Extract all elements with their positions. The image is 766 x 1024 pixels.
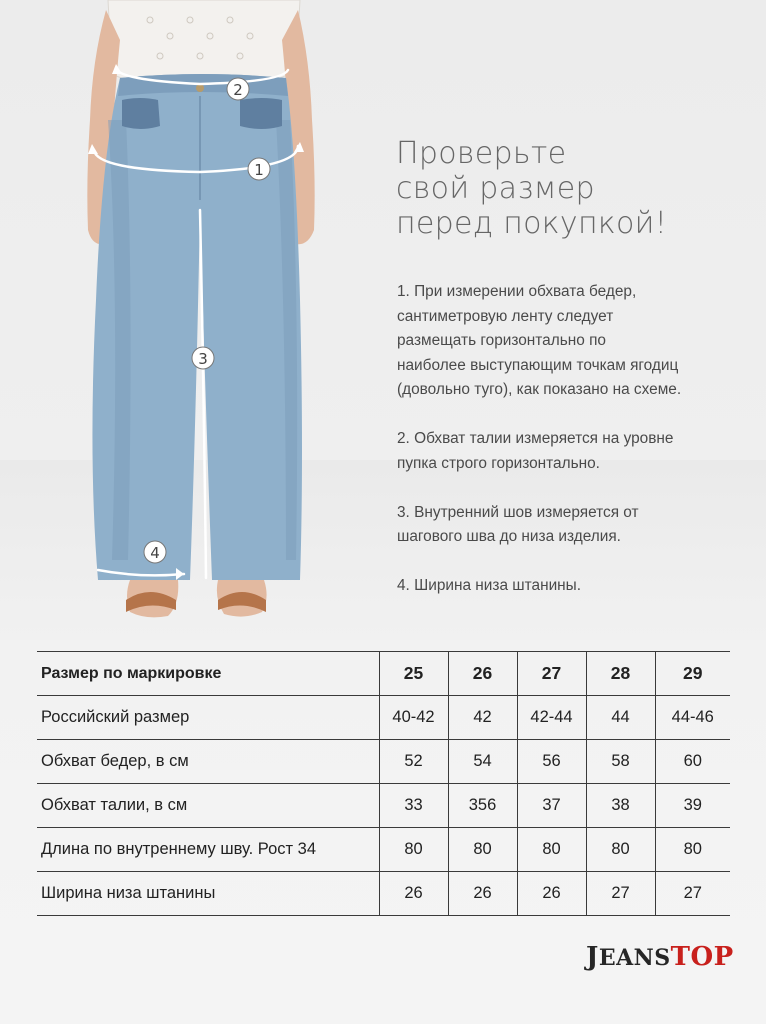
table-cell: 56 [517,740,586,784]
table-cell: 54 [448,740,517,784]
instruction-inseam [397,501,757,550]
instruction-line: (довольно туго), как показано на схеме. [397,381,682,398]
instruction-hips [397,280,757,403]
headline-line: Проверьте [396,136,567,171]
instruction-waist [397,427,757,476]
headline-line: свой размер [396,171,595,206]
table-cell: 26 [448,872,517,916]
instruction-line: наиболее выступающим точкам ягодиц [397,356,679,374]
instruction-line: размещать горизонтально по [397,332,606,349]
logo-jeans-text: EANS [598,945,671,971]
instruction-line: 4. Ширина низа штанины. [397,577,582,594]
marker-1-label: 1 [254,161,264,179]
table-header-cell: 25 [379,652,448,696]
table-header-cell: 26 [448,652,517,696]
marker-2 [227,78,249,100]
table-cell: 80 [379,828,448,872]
marker-4-label: 4 [150,544,160,562]
logo-first-letter: J [586,942,599,972]
table-header-cell: 29 [655,652,730,696]
table-cell: 44-46 [655,696,730,740]
table-cell: 42 [448,696,517,740]
table-cell: 27 [586,872,655,916]
table-cell: 80 [448,828,517,872]
table-cell: 80 [655,828,730,872]
table-header-cell: Размер по маркировке [37,652,379,696]
table-cell: 52 [379,740,448,784]
table-cell: 26 [517,872,586,916]
table-row-label: Обхват талии, в см [37,784,379,828]
table-cell: 42-44 [517,696,586,740]
measurement-instructions [397,280,757,623]
table-cell: 44 [586,696,655,740]
right-pocket [240,98,282,129]
table-cell: 80 [517,828,586,872]
table-row [37,696,730,740]
table-cell: 33 [379,784,448,828]
marker-3 [192,347,214,369]
instruction-line: шагового шва до низа изделия. [397,528,621,545]
table-row [37,740,730,784]
marker-3-label: 3 [198,350,208,368]
headline-line: перед покупкой! [396,206,668,241]
table-row [37,828,730,872]
table-cell: 38 [586,784,655,828]
table-row-label: Ширина низа штанины [37,872,379,916]
instruction-line: пупка строго горизонтально. [397,454,600,472]
table-row [37,872,730,916]
table-cell: 80 [586,828,655,872]
table-cell: 40-42 [379,696,448,740]
table-cell: 356 [448,784,517,828]
table-cell: 58 [586,740,655,784]
marker-1 [248,158,270,180]
table-cell: 27 [655,872,730,916]
instruction-hem [397,574,757,599]
instruction-line: сантиметровую ленту следует [397,307,614,325]
table-row-label: Длина по внутреннему шву. Рост 34 [37,828,379,872]
jeanstop-logo [586,942,734,972]
marker-4 [144,541,166,563]
table-row [37,784,730,828]
table-row-label: Российский размер [37,696,379,740]
table-header-cell: 27 [517,652,586,696]
marker-2-label: 2 [233,81,243,99]
table-header-row [37,652,730,696]
left-pocket [122,98,160,129]
table-header-cell: 28 [586,652,655,696]
instruction-line: 3. Внутренний шов измеряется от [397,503,639,521]
logo-top-text: TOP [670,942,734,972]
headline [396,136,667,241]
instruction-line: 1. При измерении обхвата бедер, [397,283,637,300]
table-cell: 39 [655,784,730,828]
table-cell: 60 [655,740,730,784]
instruction-line: 2. Обхват талии измеряется на уровне [397,430,674,447]
table-cell: 26 [379,872,448,916]
size-chart-table [37,651,730,916]
table-cell: 37 [517,784,586,828]
table-row-label: Обхват бедер, в см [37,740,379,784]
